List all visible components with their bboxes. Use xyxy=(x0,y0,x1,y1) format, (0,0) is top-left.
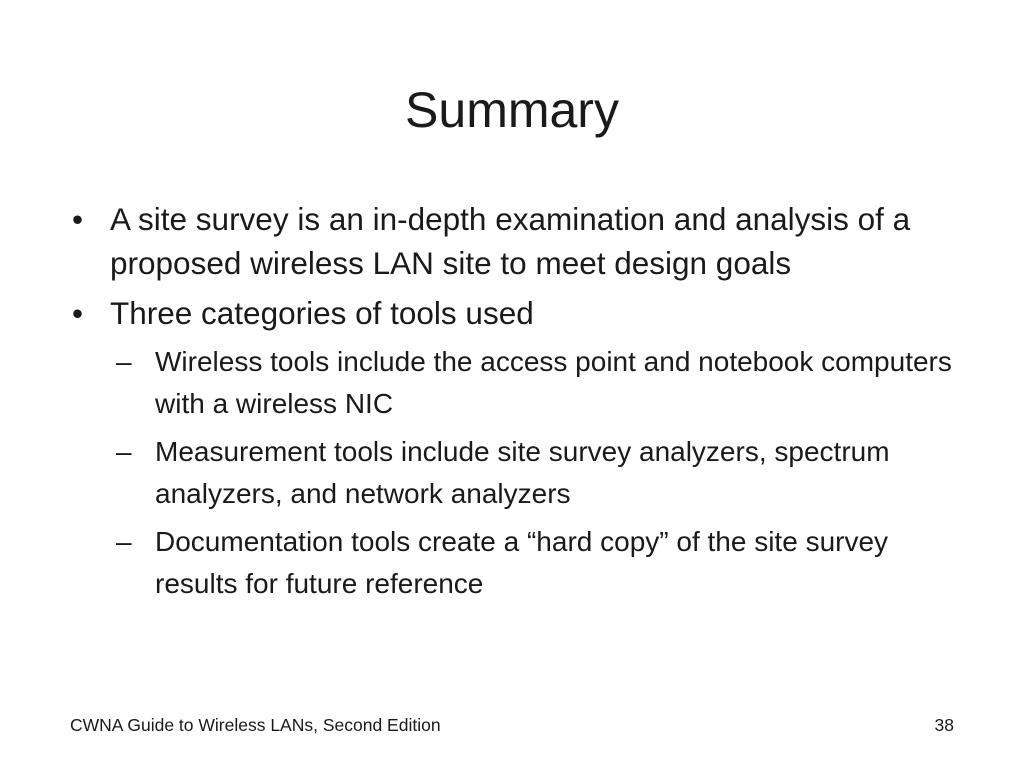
footer-page-number: 38 xyxy=(934,715,954,735)
slide-content xyxy=(70,197,970,611)
sub-bullet-marker: – xyxy=(116,526,132,557)
bullet-text: Three categories of tools used xyxy=(110,295,534,331)
bullet-item xyxy=(70,197,970,285)
sub-bullet-text: Wireless tools include the access point and notebook computers with a wireless NIC xyxy=(155,346,952,419)
sub-bullet-marker: – xyxy=(116,346,132,377)
sub-bullet-text: Documentation tools create a “hard copy” of the site survey results for future reference xyxy=(155,526,889,599)
slide-title: Summary xyxy=(405,82,619,138)
sub-bullet-item xyxy=(70,521,970,605)
footer-course-title: CWNA Guide to Wireless LANs, Second Edition xyxy=(70,715,441,735)
bullet-text: A site survey is an in-depth examination and analysis of a proposed wireless LAN site to meet design goals xyxy=(110,201,911,281)
sub-bullet-marker: – xyxy=(116,436,132,467)
bullet-marker: • xyxy=(72,201,84,237)
sub-bullet-item xyxy=(70,341,970,425)
sub-bullet-text: Measurement tools include site survey analyzers, spectrum analyzers, and network analyzers xyxy=(155,436,890,509)
bullet-item xyxy=(70,291,970,335)
bullet-marker: • xyxy=(72,295,84,331)
sub-bullet-item xyxy=(70,431,970,515)
